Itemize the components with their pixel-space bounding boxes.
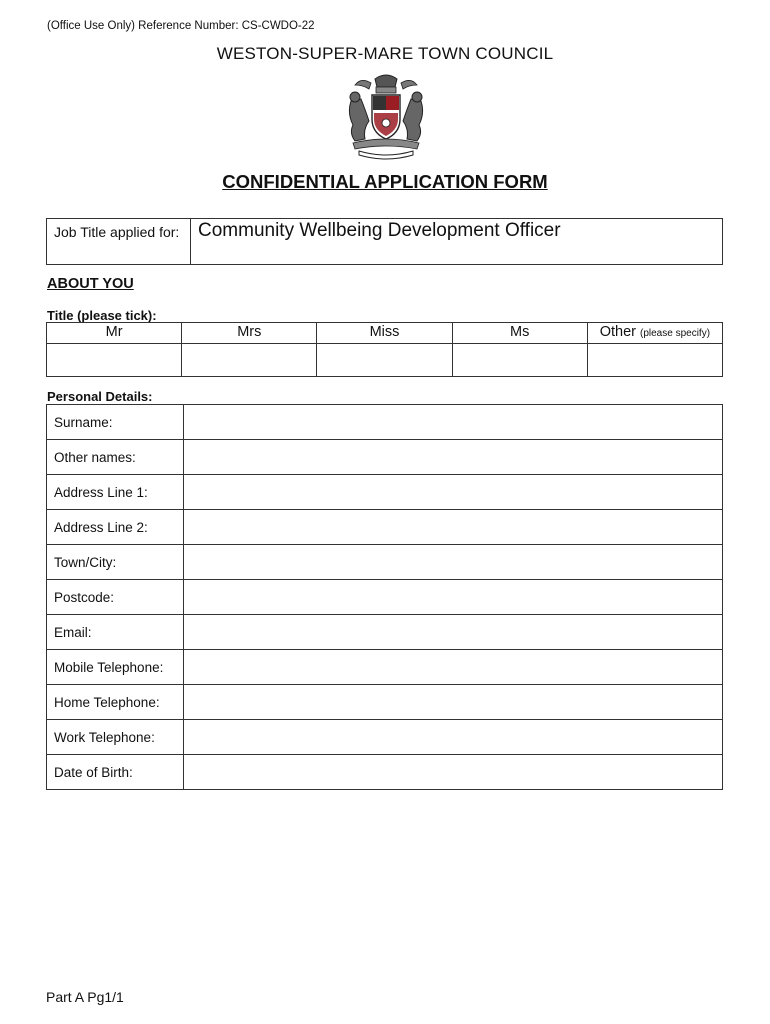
personal-details-heading: Personal Details:	[47, 389, 153, 404]
other-names-label: Other names:	[47, 440, 184, 475]
job-title-label: Job Title applied for:	[47, 219, 191, 265]
address-line-2-label: Address Line 2:	[47, 510, 184, 545]
town-city-label: Town/City:	[47, 545, 184, 580]
email-label: Email:	[47, 615, 184, 650]
postcode-label: Postcode:	[47, 580, 184, 615]
tick-box-other[interactable]	[587, 344, 722, 377]
job-title-value[interactable]: Community Wellbeing Development Officer	[191, 219, 723, 265]
title-option-other-label: Other	[599, 324, 636, 340]
about-you-heading: ABOUT YOU	[47, 276, 134, 292]
table-row	[47, 405, 723, 440]
work-telephone-field[interactable]	[184, 720, 723, 755]
surname-field[interactable]	[184, 405, 723, 440]
address-line-2-field[interactable]	[184, 510, 723, 545]
tick-box-mrs[interactable]	[182, 344, 317, 377]
town-city-field[interactable]	[184, 545, 723, 580]
mobile-telephone-label: Mobile Telephone:	[47, 650, 184, 685]
postcode-field[interactable]	[184, 580, 723, 615]
personal-details-table	[46, 404, 723, 790]
reference-number: (Office Use Only) Reference Number: CS-CWDO-22	[47, 20, 315, 32]
title-tick-prompt: Title (please tick):	[47, 308, 157, 323]
job-title-table	[46, 218, 723, 265]
tick-box-mr[interactable]	[47, 344, 182, 377]
table-row	[47, 475, 723, 510]
table-row	[47, 615, 723, 650]
table-row	[47, 685, 723, 720]
title-option-other-note: (please specify)	[640, 328, 711, 339]
date-of-birth-label: Date of Birth:	[47, 755, 184, 790]
table-row	[47, 510, 723, 545]
title-option-other	[587, 323, 722, 344]
table-row	[47, 545, 723, 580]
tick-box-miss[interactable]	[317, 344, 452, 377]
table-row	[47, 755, 723, 790]
table-row	[47, 580, 723, 615]
address-line-1-label: Address Line 1:	[47, 475, 184, 510]
title-option-ms: Ms	[452, 323, 587, 344]
address-line-1-field[interactable]	[184, 475, 723, 510]
work-telephone-label: Work Telephone:	[47, 720, 184, 755]
table-row	[47, 440, 723, 475]
page-number: Part A Pg1/1	[46, 989, 124, 1005]
home-telephone-field[interactable]	[184, 685, 723, 720]
table-row	[47, 720, 723, 755]
form-title: CONFIDENTIAL APPLICATION FORM	[222, 171, 548, 192]
coat-of-arms-icon	[343, 73, 429, 161]
email-field[interactable]	[184, 615, 723, 650]
title-option-mr: Mr	[47, 323, 182, 344]
title-option-mrs: Mrs	[182, 323, 317, 344]
mobile-telephone-field[interactable]	[184, 650, 723, 685]
home-telephone-label: Home Telephone:	[47, 685, 184, 720]
title-option-miss: Miss	[317, 323, 452, 344]
surname-label: Surname:	[47, 405, 184, 440]
other-names-field[interactable]	[184, 440, 723, 475]
tick-box-ms[interactable]	[452, 344, 587, 377]
date-of-birth-field[interactable]	[184, 755, 723, 790]
table-row	[47, 650, 723, 685]
council-name: WESTON-SUPER-MARE TOWN COUNCIL	[216, 44, 554, 63]
title-tick-table	[46, 322, 723, 377]
